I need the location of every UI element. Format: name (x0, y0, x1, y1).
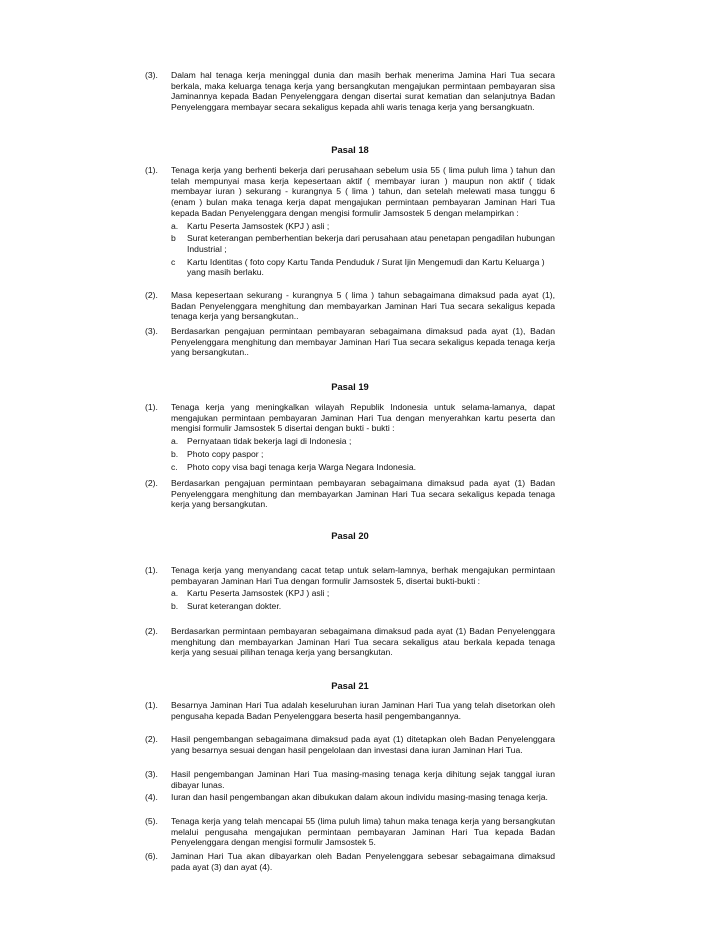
item-text: Hasil pengembangan sebagaimana dimaksud pada ayat (1) ditetapkan oleh Badan Penyelenggara yang besarnya sesuai dengan hasil pengelolaan dan investasi dana iuran Jaminan Hari Tua. (171, 734, 555, 755)
item-text: Berdasarkan permintaan pembayaran sebagaimana dimaksud pada ayat (1) Badan Penyelenggara menghitung dan membayarkan Jaminan Hari Tua secara sekaligus atau berkala kepada tenaga kerja yang sesuai pilihan tenaga kerja yang bersangkutan. (171, 626, 555, 658)
sub-item-text: Photo copy visa bagi tenaga kerja Warga Negara Indonesia. (187, 461, 416, 472)
sub-item-text: Surat keterangan pemberhentian bekerja dari perusahaan atau penetapan pengadilan hubungan Industrial ; (187, 233, 555, 254)
item-number: (4). (145, 792, 158, 802)
pasal-20-heading: Pasal 20 (331, 530, 369, 541)
sub-item-letter: b. (171, 601, 179, 612)
pasal18-ayat1 (145, 165, 555, 278)
item-number: (1). (145, 565, 158, 575)
sub-item (171, 221, 555, 232)
sub-item (171, 436, 555, 447)
item-text: Berdasarkan pengajuan permintaan pembayaran sebagaimana dimaksud pada ayat (1), Badan Penyelenggara menghitung dan membayar Jaminan Hari Tua secara sekaligus kepada tenaga kerja yang bersangkutan.. (171, 326, 555, 358)
sub-item-text: Photo copy paspor ; (187, 448, 264, 459)
sub-item (171, 588, 555, 599)
item-number: (1). (145, 700, 158, 710)
pasal19-ayat1 (145, 402, 555, 472)
pasal18-ayat2 (145, 290, 555, 322)
pasal20-ayat2 (145, 626, 555, 658)
item-number: (3). (145, 769, 158, 779)
sub-item-text: Kartu Peserta Jamsostek (KPJ ) asli ; (187, 588, 330, 599)
item-number: (3). (145, 70, 158, 80)
sub-item (171, 257, 555, 278)
pasal-21-heading: Pasal 21 (331, 680, 369, 691)
sub-item (171, 601, 555, 612)
pasal21-ayat5 (145, 816, 555, 848)
pasal21-ayat6 (145, 851, 555, 872)
pasal-18-heading: Pasal 18 (331, 144, 369, 155)
item-text: Masa kepesertaan sekurang - kurangnya 5 ( lima ) tahun sebagaimana dimaksud pada ayat (1), Badan Penyelenggara menghitung dan membayarkan Jaminan Hari Tua secara sekaligus kepada tenaga kerja yang bersangkutan.. (171, 290, 555, 322)
sub-item-letter: b (171, 233, 176, 244)
item-number: (1). (145, 165, 158, 175)
pasal20-ayat1 (145, 565, 555, 612)
item-number: (2). (145, 626, 158, 636)
pasal17-ayat3 (145, 70, 555, 113)
sub-item-letter: a. (171, 436, 179, 447)
pasal19-ayat2 (145, 478, 555, 510)
pasal21-ayat1 (145, 700, 555, 721)
item-text: Dalam hal tenaga kerja meninggal dunia dan masih berhak menerima Jamina Hari Tua secara berkala, maka keluarga tenaga kerja yang bersangkutan mengajukan permintaan pembayaran sisa Jaminannya kepada Badan Penyelenggara dengan disertai surat kematian dan selanjutnya Badan Penyelenggara membayar secara sekaligus kepada ahli waris tenaga kerja yang bersangkuatn. (171, 70, 555, 113)
sub-item-letter: a. (171, 220, 179, 231)
item-text: Hasil pengembangan Jaminan Hari Tua masing-masing tenaga kerja dihitung sejak tanggal iuran dibayar lunas. (171, 769, 555, 790)
item-number: (2). (145, 478, 158, 488)
item-number: (1). (145, 402, 158, 412)
sub-item-letter: b. (171, 448, 179, 459)
item-text: Iuran dan hasil pengembangan akan dibukukan dalam akoun individu masing-masing tenaga kerja. (171, 792, 548, 802)
item-number: (5). (145, 816, 158, 826)
sub-item-letter: a. (171, 588, 179, 599)
item-text: Tenaga kerja yang berhenti bekerja dari perusahaan sebelum usia 55 ( lima puluh lima ) tahun dan telah mempunyai masa kerja kepesertaan aktif ( membayar iuran ) maupun non aktif ( tidak membayar iuran ) sekurang - kurangnya 5 ( lima ) tahun, dan setelah melewati masa tunggu 6 (enam ) bulan maka tenaga kerja dapat mengajukan permintaan pembayaran Jaminan Hari Tua kepada Badan Penyelenggara dengan mengisi formulir Jamsostek 5 dengan melampirkan : (171, 165, 555, 218)
item-number: (2). (145, 290, 158, 300)
item-text: Berdasarkan pengajuan permintaan pembayaran sebagaimana dimaksud pada ayat (1) Badan Penyelenggara menghitung dan membayarkan Jaminan Hari Tua secara sekaligus kepada tenaga kerja yang bersangkutan. (171, 478, 555, 510)
sub-item (171, 449, 555, 460)
pasal21-ayat3 (145, 769, 555, 790)
item-number: (3). (145, 326, 158, 336)
sub-item-text: Surat keterangan dokter. (187, 601, 282, 612)
item-text: Tenaga kerja yang menyandang cacat tetap untuk selam-lamnya, berhak mengajukan permintaan pembayaran Jaminan Hari Tua dengan formulir Jamsostek 5, disertai bukti-bukti : (171, 565, 555, 586)
item-text: Tenaga kerja yang meningkalkan wilayah Republik Indonesia untuk selama-lamanya, dapat mengajukan permintaan pembayaran Jaminan Hari Tua dengan menyerahkan kartu peserta dan mengisi formulir Jamsostek 5 disertai dengan bukti - bukti : (171, 402, 555, 434)
item-number: (6). (145, 851, 158, 861)
sub-item (171, 233, 555, 254)
sub-item-letter: c (171, 256, 176, 267)
sub-item-text: Kartu Identitas ( foto copy Kartu Tanda Penduduk / Surat Ijin Mengemudi dan Kartu Keluarga ) yang masih berlaku. (187, 256, 545, 278)
item-text: Besarnya Jaminan Hari Tua adalah keseluruhan iuran Jaminan Hari Tua yang telah disetorkan oleh pengusaha kepada Badan Penyelenggara beserta hasil pengembangannya. (171, 700, 555, 721)
pasal-19-heading: Pasal 19 (331, 381, 369, 392)
pasal18-ayat3 (145, 326, 555, 358)
item-number: (2). (145, 734, 158, 744)
sub-item-text: Pernyataan tidak bekerja lagi di Indonesia ; (187, 436, 352, 447)
pasal21-ayat2 (145, 734, 555, 755)
sub-item-text: Kartu Peserta Jamsostek (KPJ ) asli ; (187, 220, 330, 231)
item-text: Jaminan Hari Tua akan dibayarkan oleh Badan Penyelenggara sebesar sebagaimana dimaksud pada ayat (3) dan ayat (4). (171, 851, 555, 872)
item-text: Tenaga kerja yang telah mencapai 55 (lima puluh lima) tahun maka tenaga kerja yang bersangkutan melalui pengusaha mengajukan permintaan pembayaran Jaminan Hari Tua kepada Badan Penyelenggara dengan mengisi formulir Jamsostek 5. (171, 816, 555, 848)
pasal21-ayat4 (145, 792, 555, 803)
sub-item (171, 462, 555, 473)
sub-item-letter: c. (171, 461, 178, 472)
